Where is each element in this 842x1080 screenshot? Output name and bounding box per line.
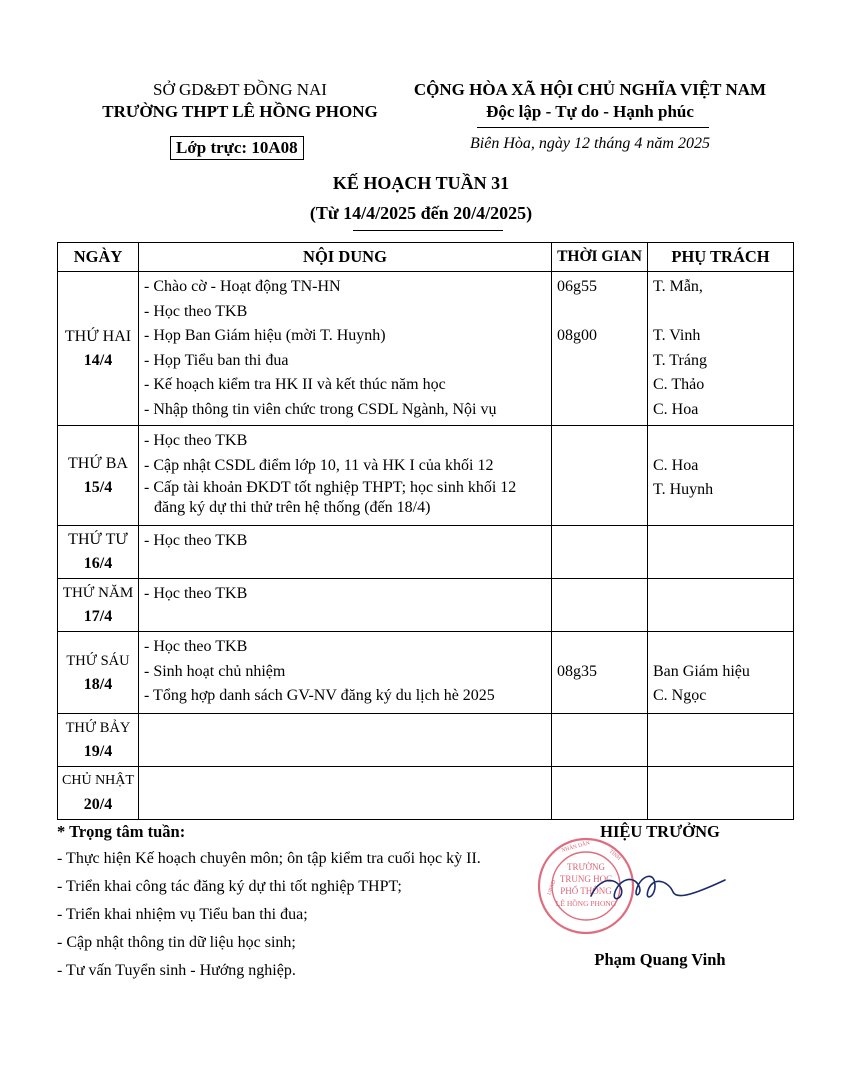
day-name: THỨ SÁU [66, 652, 130, 669]
content-cell [139, 272, 552, 426]
header-responsible: PHỤ TRÁCH [648, 243, 794, 272]
seal-text: TỈNH [607, 848, 622, 862]
day-date: 14/4 [83, 351, 113, 369]
principal-title: HIỆU TRƯỞNG [600, 822, 720, 841]
day-cell [58, 272, 139, 426]
duty-class-box: Lớp trực: 10A08 [170, 136, 304, 160]
day-name: THỨ TƯ [68, 531, 128, 548]
responsible-cell [648, 426, 794, 526]
content-line: - Kế hoạch kiểm tra HK II và kết thúc năm học [144, 376, 446, 393]
plan-subtitle: (Từ 14/4/2025 đến 20/4/2025) [309, 203, 533, 223]
table-row [58, 579, 794, 632]
content-cell [139, 767, 552, 820]
national-motto: Độc lập - Tự do - Hạnh phúc [486, 102, 694, 121]
day-name: THỨ BẢY [65, 720, 131, 736]
table-row [58, 272, 794, 426]
content-line: - Sinh hoạt chủ nhiệm [144, 662, 286, 680]
time-cell [552, 526, 648, 579]
subtitle-underline [353, 230, 503, 231]
header-day: NGÀY [58, 243, 139, 272]
responsible-value [653, 635, 793, 660]
focus-item: - Triển khai công tác đăng ký dự thi tốt nghiệp THPT; [57, 878, 402, 895]
weekly-plan-table [57, 242, 794, 820]
responsible-cell [648, 714, 794, 767]
content-line: - Chào cờ - Hoạt động TN-HN [144, 278, 341, 295]
table-row [58, 714, 794, 767]
day-cell [58, 579, 139, 632]
content-cell [139, 579, 552, 632]
focus-item: - Tư vấn Tuyển sinh - Hướng nghiệp. [57, 962, 296, 979]
content-cell [139, 632, 552, 714]
time-cell [552, 426, 648, 526]
day-name: CHỦ NHẬT [62, 773, 134, 788]
responsible-cell [648, 632, 794, 714]
day-name: THỨ NĂM [62, 585, 134, 601]
day-date: 18/4 [83, 675, 113, 693]
responsible-value: C. Hoa [653, 400, 699, 418]
plan-title: KẾ HOẠCH TUẦN 31 [332, 173, 510, 193]
responsible-value: C. Ngọc [653, 687, 707, 704]
responsible-value: C. Hoa [653, 456, 699, 474]
day-cell [58, 632, 139, 714]
time-value: 08g00 [557, 327, 597, 344]
seal-text: TRUNG HỌC [559, 874, 613, 884]
content-line: - Học theo TKB [144, 585, 248, 602]
day-cell [58, 714, 139, 767]
table-row [58, 632, 794, 714]
content-line: - Nhập thông tin viên chức trong CSDL Ngành, Nội vụ [144, 400, 497, 418]
content-line: - Học theo TKB [144, 638, 248, 655]
responsible-value: T. Tráng [653, 351, 707, 369]
country-name: CỘNG HÒA XÃ HỘI CHỦ NGHĨA VIỆT NAM [413, 80, 767, 99]
motto-underline [477, 127, 709, 128]
header-time: THỜI GIAN [552, 243, 648, 272]
responsible-value [653, 429, 793, 454]
day-date: 16/4 [83, 555, 113, 572]
school-name: TRƯỜNG THPT LÊ HỒNG PHONG [102, 102, 378, 121]
content-line: - Họp Tiểu ban thi đua [144, 351, 289, 369]
table-row [58, 767, 794, 820]
seal-text: NHÂN DÂN [560, 840, 591, 854]
content-line: - Học theo TKB [144, 432, 248, 449]
seal-text: UBND [546, 879, 558, 897]
header-content: NỘI DUNG [139, 243, 552, 272]
signature-scribble-icon [585, 858, 735, 918]
time-cell [552, 272, 648, 426]
content-line: - Học theo TKB [144, 302, 248, 320]
focus-item: - Triển khai nhiệm vụ Tiểu ban thi đua; [57, 906, 308, 923]
day-cell [58, 526, 139, 579]
responsible-value: C. Thảo [653, 376, 705, 393]
responsible-cell [648, 272, 794, 426]
responsible-value [653, 300, 793, 325]
focus-item: - Cập nhật thông tin dữ liệu học sinh; [57, 934, 296, 951]
focus-heading: * Trọng tâm tuần: [57, 822, 186, 841]
content-line: - Cấp tài khoản ĐKDT tốt nghiệp THPT; học sinh khối 12 đăng ký dự thi thử trên hệ thống (đến 18/4) [144, 479, 517, 516]
principal-name: Phạm Quang Vinh [594, 950, 726, 969]
responsible-cell [648, 767, 794, 820]
time-cell [552, 714, 648, 767]
department-name: SỞ GD&ĐT ĐỒNG NAI [153, 80, 327, 99]
responsible-value: T. Mẫn, [653, 278, 703, 295]
content-line: - Cập nhật CSDL điểm lớp 10, 11 và HK I của khối 12 [144, 456, 494, 474]
day-date: 20/4 [83, 796, 113, 813]
content-cell [139, 426, 552, 526]
table-row [58, 526, 794, 579]
seal-text: PHỔ THÔNG [560, 886, 612, 896]
day-cell [58, 426, 139, 526]
time-value: 06g55 [557, 278, 597, 295]
day-cell [58, 767, 139, 820]
responsible-cell [648, 526, 794, 579]
responsible-value: T. Huynh [653, 481, 714, 498]
day-date: 15/4 [83, 478, 113, 496]
day-date: 19/4 [83, 743, 113, 760]
table-header-row [58, 243, 794, 272]
content-cell [139, 526, 552, 579]
content-line: - Họp Ban Giám hiệu (mời T. Huynh) [144, 327, 386, 344]
time-cell [552, 632, 648, 714]
time-value [557, 635, 647, 660]
day-name: THỨ HAI [64, 327, 132, 345]
content-line: - Học theo TKB [144, 532, 248, 549]
seal-text: LÊ HỒNG PHONG [555, 899, 617, 908]
time-value: 08g35 [557, 662, 597, 680]
day-date: 17/4 [83, 608, 113, 625]
time-value [557, 300, 647, 325]
seal-text: TRƯỜNG [567, 862, 605, 872]
place-date: Biên Hòa, ngày 12 tháng 4 năm 2025 [470, 135, 710, 152]
content-cell [139, 714, 552, 767]
day-name: THỨ BA [68, 454, 128, 472]
responsible-value: T. Vinh [653, 327, 701, 344]
time-cell [552, 767, 648, 820]
content-line: - Tổng hợp danh sách GV-NV đăng ký du lịch hè 2025 [144, 687, 495, 704]
responsible-value: Ban Giám hiệu [653, 662, 750, 680]
focus-item: - Thực hiện Kế hoạch chuyên môn; ôn tập kiểm tra cuối học kỳ II. [57, 850, 481, 867]
time-cell [552, 579, 648, 632]
table-row [58, 426, 794, 526]
responsible-cell [648, 579, 794, 632]
